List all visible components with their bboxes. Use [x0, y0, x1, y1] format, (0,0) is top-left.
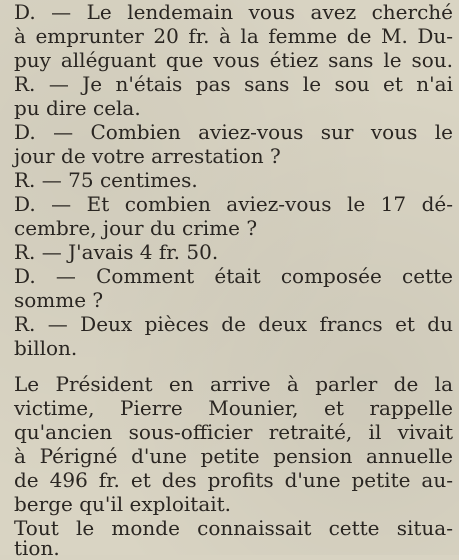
qa-line-11: R. — J'avais 4 fr. 50. [14, 240, 219, 264]
qa-line-12: D. — Comment était composée cette [14, 264, 453, 288]
narrative-line-4: à Périgné d'une petite pension annuelle [14, 444, 453, 468]
qa-line-7: jour de votre arrestation ? [14, 144, 281, 168]
qa-line-6: D. — Combien aviez-vous sur vous le [14, 120, 453, 144]
narrative-line-1: Le Président en arrive à parler de la [14, 372, 453, 396]
qa-line-8: R. — 75 centimes. [14, 168, 198, 192]
qa-line-15: billon. [14, 336, 78, 360]
qa-line-9: D. — Et combien aviez-vous le 17 dé- [14, 192, 453, 216]
narrative-line-6: berge qu'il exploitait. [14, 492, 232, 516]
narrative-line-3: qu'ancien sous-officier retraité, il vivait [14, 420, 453, 444]
narrative-line-8: tion. [14, 536, 60, 560]
qa-line-14: R. — Deux pièces de deux francs et du [14, 312, 453, 336]
qa-line-1: D. — Le lendemain vous avez cherché [14, 0, 453, 24]
qa-line-3: puy alléguant que vous étiez sans le sou. [14, 48, 453, 72]
narrative-line-5: de 496 fr. et des profits d'une petite au- [14, 468, 453, 492]
narrative-line-2: victime, Pierre Mounier, et rappelle [14, 396, 453, 420]
narrative-line-7: Tout le monde connaissait cette situa- [14, 516, 453, 540]
qa-line-13: somme ? [14, 288, 104, 312]
qa-line-5: pu dire cela. [14, 96, 141, 120]
qa-line-10: cembre, jour du crime ? [14, 216, 258, 240]
qa-line-2: à emprunter 20 fr. à la femme de M. Du- [14, 24, 453, 48]
qa-line-4: R. — Je n'étais pas sans le sou et n'ai [14, 72, 453, 96]
